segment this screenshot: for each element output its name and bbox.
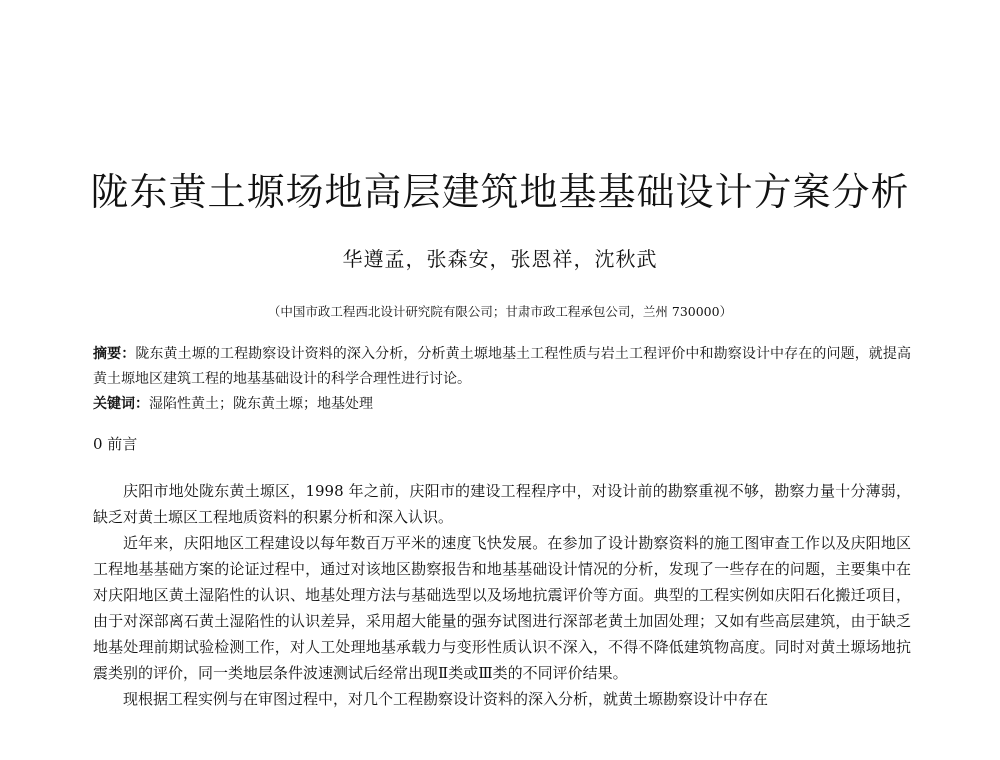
- author-list: 华遵孟，张森安，张恩祥，沈秋武: [342, 247, 658, 271]
- keywords: [93, 392, 911, 417]
- keywords-text: 湿陷性黄土；陇东黄土塬；地基处理: [149, 396, 373, 412]
- abstract-text: 陇东黄土塬的工程勘察设计资料的深入分析，分析黄土塬地基土工程性质与岩土工程评价中和勘察设计中存在的问题，就提高黄土塬地区建筑工程的地基基础设计的科学合理性进行讨论。: [93, 346, 912, 387]
- section-body: [93, 478, 911, 712]
- paper-title: 陇东黄土塬场地高层建筑地基基础设计方案分析: [90, 170, 910, 214]
- paragraph: 庆阳市地处陇东黄土塬区，1998 年之前，庆阳市的建设工程程序中，对设计前的勘察重视不够，勘察力量十分薄弱，缺乏对黄土塬区工程地质资料的积累分析和深入认识。: [93, 482, 911, 526]
- keywords-label: 关键词：: [93, 396, 149, 412]
- affiliation: （中国市政工程西北设计研究院有限公司；甘肃市政工程承包公司，兰州 730000）: [267, 304, 733, 319]
- abstract: [93, 342, 911, 392]
- section-heading: 0 前言: [93, 435, 138, 453]
- paragraph: 近年来，庆阳地区工程建设以每年数百万平米的速度飞快发展。在参加了设计勘察资料的施工图审查工作以及庆阳地区工程地基基础方案的论证过程中，通过对该地区勘察报告和地基基础设计情况的分析，发现了一些存在的问题，主要集中在对庆阳地区黄土湿陷性的认识、地基处理方法与基础选型以及场地抗震评价等方面。典型的工程实例如庆阳石化搬迁项目，由于对深部离石黄土湿陷性的认识差异，采用超大能量的强夯试图进行深部老黄土加固处理；又如有些高层建筑，由于缺乏地基处理前期试验检测工作，对人工处理地基承载力与变形性质认识不深入，不得不降低建筑物高度。同时对黄土塬场地抗震类别的评价，同一类地层条件波速测试后经常出现Ⅱ类或Ⅲ类的不同评价结果。: [93, 534, 911, 682]
- paragraph: 现根据工程实例与在审图过程中，对几个工程勘察设计资料的深入分析，就黄土塬勘察设计中存在: [123, 690, 769, 708]
- abstract-label: 摘要：: [93, 346, 136, 362]
- abstract-block: [93, 342, 911, 417]
